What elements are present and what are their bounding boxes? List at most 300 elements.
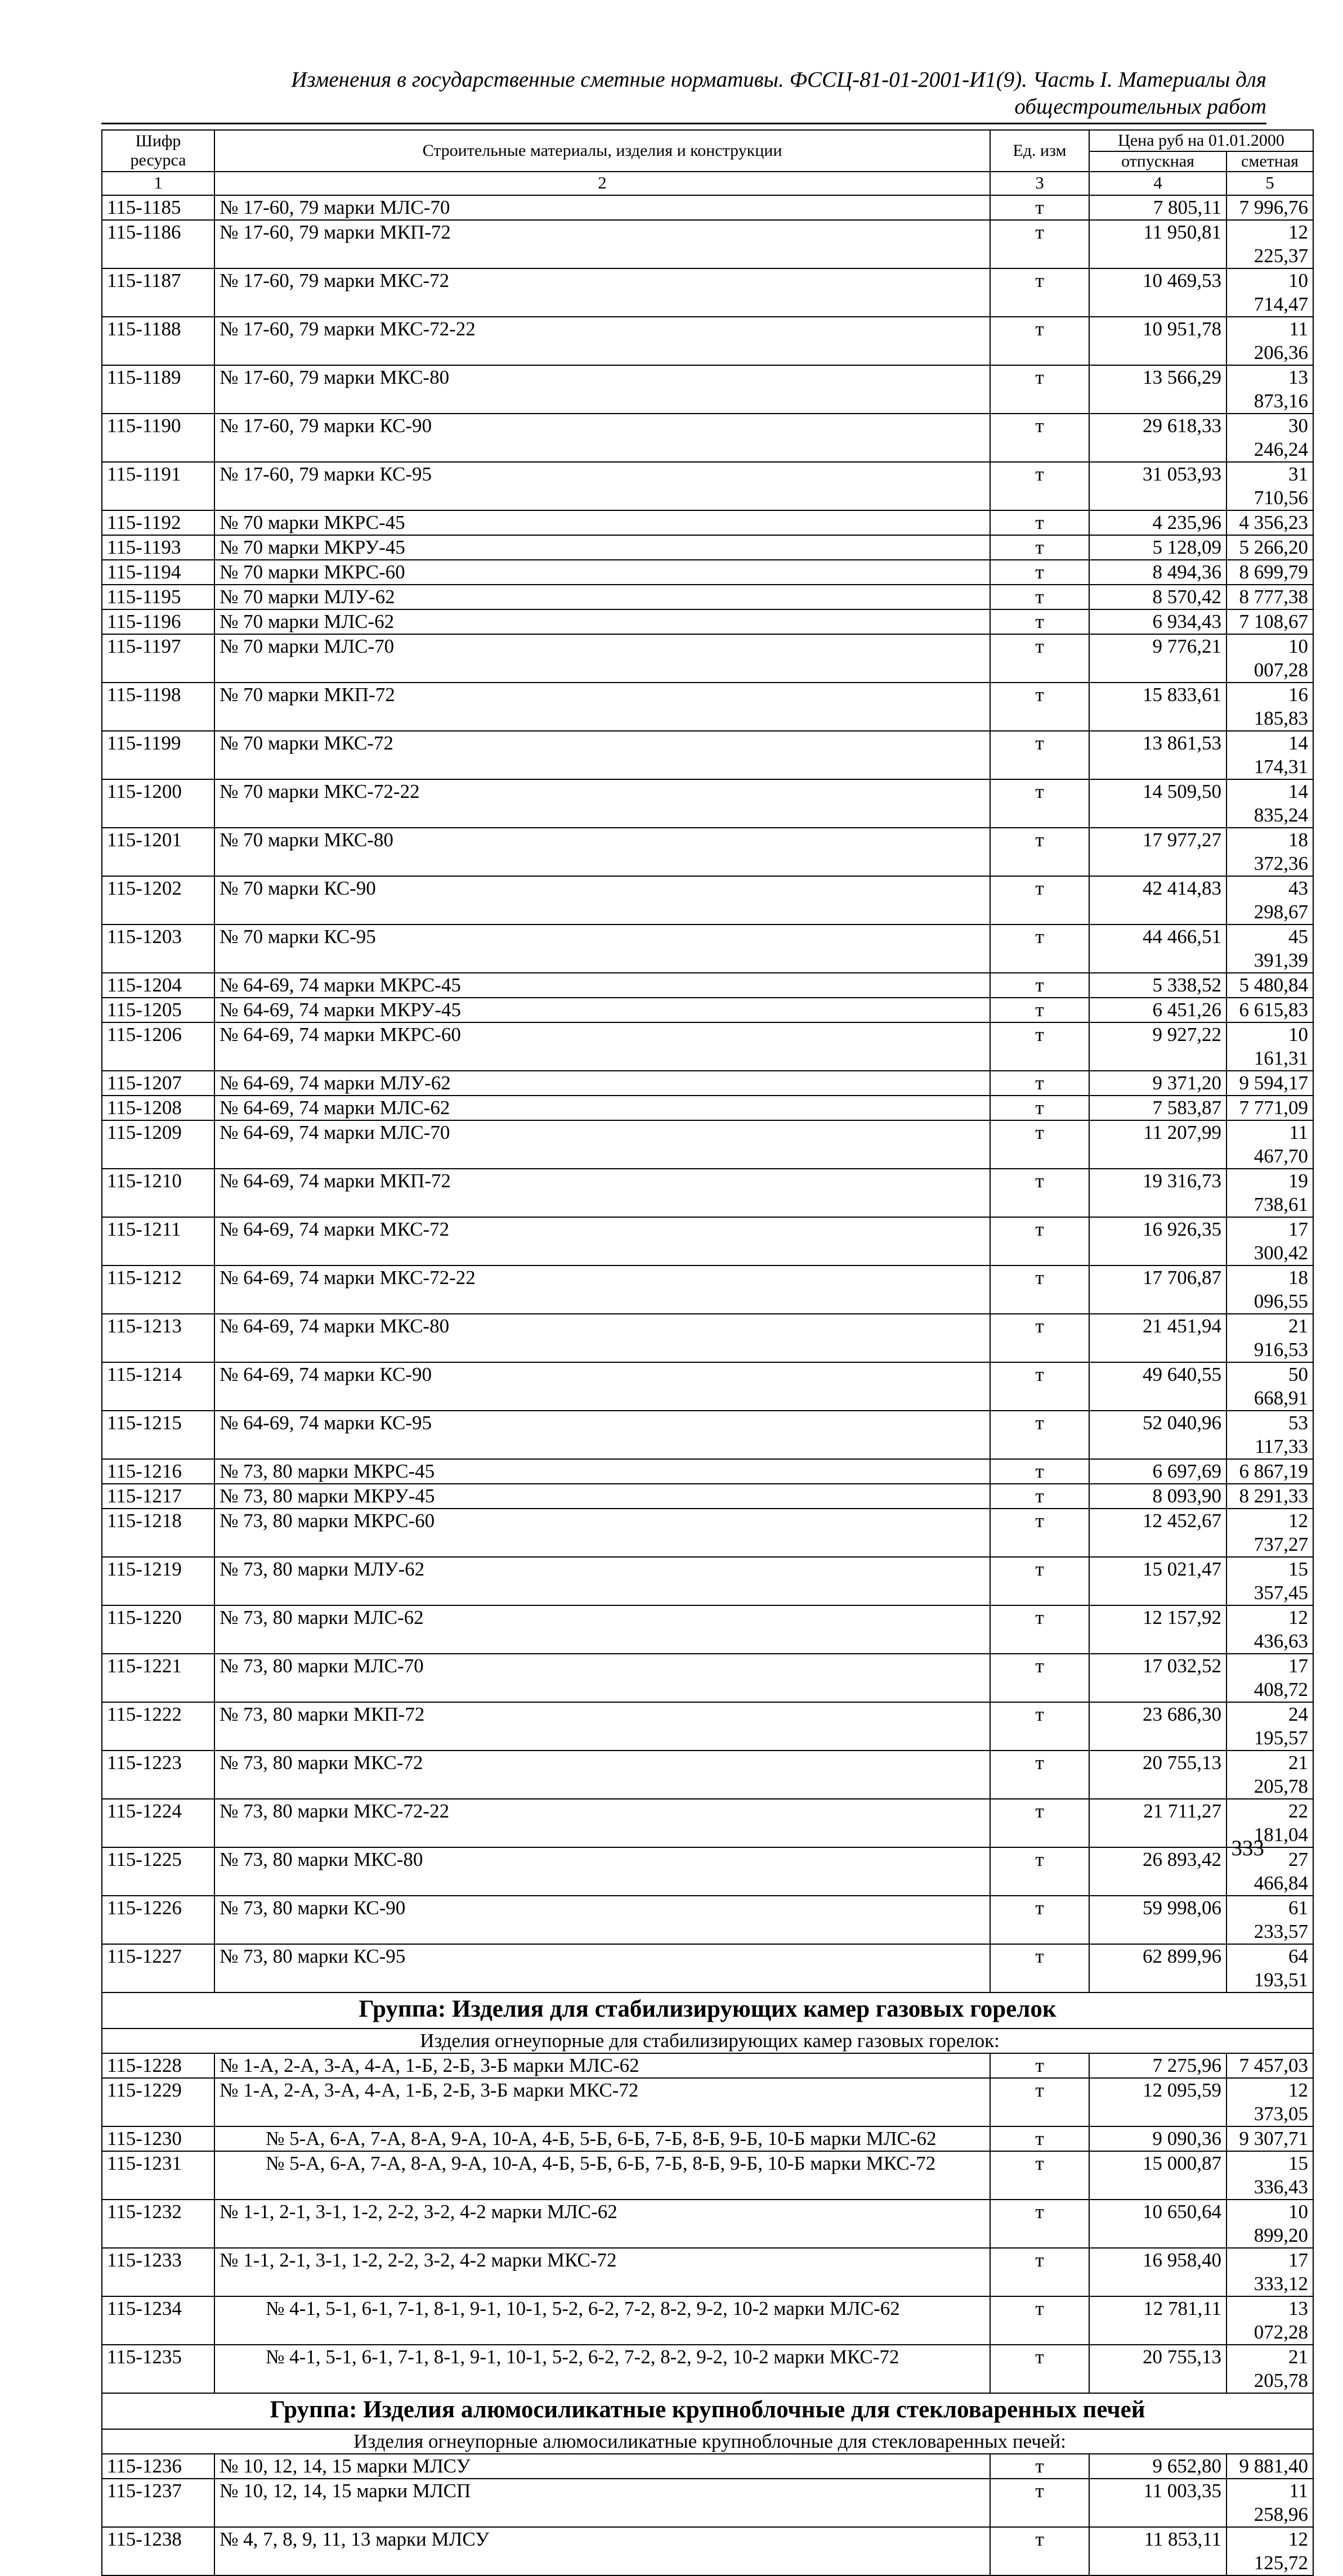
row-release-price: 11 207,99 [1089, 1120, 1226, 1169]
row-estimate-price: 15 336,43 [1226, 2151, 1313, 2200]
row-release-price: 26 893,42 [1089, 1847, 1226, 1896]
row-unit: т [990, 1096, 1089, 1120]
table-row [102, 998, 1313, 1022]
row-unit: т [990, 220, 1089, 268]
row-release-price: 8 093,90 [1089, 1484, 1226, 1509]
row-release-price: 12 452,67 [1089, 1509, 1226, 1557]
row-unit: т [990, 2345, 1089, 2393]
row-release-price: 12 781,11 [1089, 2296, 1226, 2345]
header-line-1: Изменения в государственные сметные нормативы. ФССЦ-81-01-2001-И1(9). Часть I. Материалы для [291, 68, 1266, 92]
row-name: № 70 марки МКС-72-22 [214, 779, 990, 828]
row-code: 115-1191 [102, 462, 214, 510]
table-row [102, 2296, 1313, 2345]
row-name: № 73, 80 марки МЛС-62 [214, 1605, 990, 1654]
row-estimate-price: 27 466,84 [1226, 1847, 1313, 1896]
row-unit: т [990, 2053, 1089, 2078]
table-row [102, 220, 1313, 268]
row-unit: т [990, 1751, 1089, 1799]
row-estimate-price: 8 777,38 [1226, 585, 1313, 609]
table-row [102, 925, 1313, 973]
row-code: 115-1200 [102, 779, 214, 828]
row-code: 115-1227 [102, 1944, 214, 1992]
row-code: 115-1204 [102, 973, 214, 998]
row-name: № 64-69, 74 марки МЛС-62 [214, 1096, 990, 1120]
row-name: № 73, 80 марки МКС-72-22 [214, 1799, 990, 1847]
table-row [102, 1071, 1313, 1096]
row-name: № 17-60, 79 марки МКС-72-22 [214, 317, 990, 365]
table-row [102, 510, 1313, 535]
row-estimate-price: 8 699,79 [1226, 560, 1313, 585]
row-release-price: 13 566,29 [1089, 365, 1226, 414]
row-estimate-price: 12 737,27 [1226, 1509, 1313, 1557]
row-unit: т [990, 1265, 1089, 1314]
group-2-rows [102, 2053, 1313, 2393]
page-number: 333 [1231, 1836, 1264, 1860]
row-unit: т [990, 1071, 1089, 1096]
table-row [102, 2345, 1313, 2393]
row-code: 115-1211 [102, 1217, 214, 1265]
table-row [102, 535, 1313, 560]
row-release-price: 16 926,35 [1089, 1217, 1226, 1265]
row-code: 115-1218 [102, 1509, 214, 1557]
col-header-release-price: отпускная [1089, 151, 1226, 172]
row-release-price: 7 583,87 [1089, 1096, 1226, 1120]
row-code: 115-1188 [102, 317, 214, 365]
row-estimate-price: 17 300,42 [1226, 1217, 1313, 1265]
row-estimate-price: 9 307,71 [1226, 2126, 1313, 2151]
row-unit: т [990, 1217, 1089, 1265]
col-header-code: Шифр ресурса [102, 130, 214, 172]
row-code: 115-1192 [102, 510, 214, 535]
row-release-price: 23 686,30 [1089, 1702, 1226, 1751]
row-name: № 1-А, 2-А, 3-А, 4-А, 1-Б, 2-Б, 3-Б марки МЛС-62 [214, 2053, 990, 2078]
row-estimate-price: 64 193,51 [1226, 1944, 1313, 1992]
table-row [102, 1605, 1313, 1654]
row-code: 115-1210 [102, 1169, 214, 1217]
col-number: 3 [990, 172, 1089, 195]
row-code: 115-1235 [102, 2345, 214, 2393]
row-code: 115-1197 [102, 634, 214, 683]
row-estimate-price: 19 738,61 [1226, 1169, 1313, 1217]
row-name: № 64-69, 74 марки МКП-72 [214, 1169, 990, 1217]
row-estimate-price: 7 108,67 [1226, 609, 1313, 634]
row-code: 115-1198 [102, 683, 214, 731]
row-unit: т [990, 560, 1089, 585]
col-number: 1 [102, 172, 214, 195]
row-release-price: 8 494,36 [1089, 560, 1226, 585]
row-unit: т [990, 1484, 1089, 1509]
row-code: 115-1209 [102, 1120, 214, 1169]
row-estimate-price: 4 356,23 [1226, 510, 1313, 535]
row-name: № 73, 80 марки МЛУ-62 [214, 1557, 990, 1605]
row-code: 115-1193 [102, 535, 214, 560]
row-code: 115-1186 [102, 220, 214, 268]
row-code: 115-1234 [102, 2296, 214, 2345]
table-row [102, 2479, 1313, 2527]
row-code: 115-1189 [102, 365, 214, 414]
row-unit: т [990, 1411, 1089, 1459]
row-code: 115-1217 [102, 1484, 214, 1509]
row-code: 115-1212 [102, 1265, 214, 1314]
row-code: 115-1237 [102, 2479, 214, 2527]
row-release-price: 17 032,52 [1089, 1654, 1226, 1702]
row-estimate-price: 6 615,83 [1226, 998, 1313, 1022]
row-release-price: 17 977,27 [1089, 828, 1226, 876]
row-release-price: 9 776,21 [1089, 634, 1226, 683]
materials-price-table [101, 129, 1314, 2576]
col-header-unit: Ед. изм [990, 130, 1089, 172]
row-unit: т [990, 585, 1089, 609]
row-unit: т [990, 1944, 1089, 1992]
table-row [102, 2053, 1313, 2078]
row-estimate-price: 11 467,70 [1226, 1120, 1313, 1169]
row-unit: т [990, 268, 1089, 317]
table-row [102, 1654, 1313, 1702]
table-row [102, 2078, 1313, 2126]
row-estimate-price: 10 899,20 [1226, 2200, 1313, 2248]
col-number: 2 [214, 172, 990, 195]
row-release-price: 4 235,96 [1089, 510, 1226, 535]
row-release-price: 29 618,33 [1089, 414, 1226, 462]
row-estimate-price: 10 161,31 [1226, 1022, 1313, 1071]
row-release-price: 10 469,53 [1089, 268, 1226, 317]
row-release-price: 44 466,51 [1089, 925, 1226, 973]
row-unit: т [990, 998, 1089, 1022]
table-row [102, 1314, 1313, 1362]
group-3-rows [102, 2454, 1313, 2575]
row-name: № 17-60, 79 марки МКС-72 [214, 268, 990, 317]
row-estimate-price: 17 333,12 [1226, 2248, 1313, 2296]
row-estimate-price: 53 117,33 [1226, 1411, 1313, 1459]
col-header-name: Строительные материалы, изделия и конструкции [214, 130, 990, 172]
table-row [102, 414, 1313, 462]
row-estimate-price: 50 668,91 [1226, 1362, 1313, 1411]
row-code: 115-1215 [102, 1411, 214, 1459]
row-code: 115-1230 [102, 2126, 214, 2151]
row-code: 115-1207 [102, 1071, 214, 1096]
row-name: № 70 марки МЛС-70 [214, 634, 990, 683]
row-code: 115-1224 [102, 1799, 214, 1847]
row-unit: т [990, 683, 1089, 731]
table-row [102, 2248, 1313, 2296]
row-name: № 64-69, 74 марки МЛУ-62 [214, 1071, 990, 1096]
row-code: 115-1219 [102, 1557, 214, 1605]
row-release-price: 20 755,13 [1089, 2345, 1226, 2393]
row-code: 115-1208 [102, 1096, 214, 1120]
row-estimate-price: 22 181,04 [1226, 1799, 1313, 1847]
row-estimate-price: 12 225,37 [1226, 220, 1313, 268]
row-code: 115-1238 [102, 2527, 214, 2575]
row-unit: т [990, 634, 1089, 683]
row-name: № 10, 12, 14, 15 марки МЛСП [214, 2479, 990, 2527]
row-unit: т [990, 1654, 1089, 1702]
row-unit: т [990, 2151, 1089, 2200]
row-code: 115-1223 [102, 1751, 214, 1799]
table-row [102, 585, 1313, 609]
row-unit: т [990, 365, 1089, 414]
row-name: № 70 марки МКРС-45 [214, 510, 990, 535]
row-name: № 70 марки МКС-80 [214, 828, 990, 876]
row-code: 115-1202 [102, 876, 214, 925]
row-release-price: 15 000,87 [1089, 2151, 1226, 2200]
row-estimate-price: 7 457,03 [1226, 2053, 1313, 2078]
row-name: № 1-А, 2-А, 3-А, 4-А, 1-Б, 2-Б, 3-Б марки МКС-72 [214, 2078, 990, 2126]
row-code: 115-1229 [102, 2078, 214, 2126]
row-unit: т [990, 2527, 1089, 2575]
row-release-price: 19 316,73 [1089, 1169, 1226, 1217]
row-release-price: 11 853,11 [1089, 2527, 1226, 2575]
row-name: № 64-69, 74 марки МКС-72-22 [214, 1265, 990, 1314]
row-code: 115-1213 [102, 1314, 214, 1362]
row-estimate-price: 12 125,72 [1226, 2527, 1313, 2575]
row-estimate-price: 6 867,19 [1226, 1459, 1313, 1484]
table-row [102, 1022, 1313, 1071]
row-code: 115-1226 [102, 1896, 214, 1944]
row-release-price: 6 934,43 [1089, 609, 1226, 634]
row-name: № 70 марки КС-95 [214, 925, 990, 973]
group-title: Группа: Изделия алюмосиликатные крупноблочные для стекловаренных печей [102, 2393, 1313, 2429]
table-row [102, 1120, 1313, 1169]
row-estimate-price: 61 233,57 [1226, 1896, 1313, 1944]
row-estimate-price: 9 594,17 [1226, 1071, 1313, 1096]
row-name: № 64-69, 74 марки КС-90 [214, 1362, 990, 1411]
table-row [102, 560, 1313, 585]
group-title: Группа: Изделия для стабилизирующих камер газовых горелок [102, 1992, 1313, 2029]
row-name: № 73, 80 марки КС-90 [214, 1896, 990, 1944]
table-row [102, 634, 1313, 683]
table-row [102, 462, 1313, 510]
row-code: 115-1216 [102, 1459, 214, 1484]
table-row [102, 2200, 1313, 2248]
row-release-price: 15 021,47 [1089, 1557, 1226, 1605]
row-name: № 73, 80 марки МКРС-45 [214, 1459, 990, 1484]
col-number: 4 [1089, 172, 1226, 195]
group-subtitle: Изделия огнеупорные для стабилизирующих камер газовых горелок: [102, 2029, 1313, 2053]
col-header-estimate-price: сметная [1226, 151, 1313, 172]
row-release-price: 9 927,22 [1089, 1022, 1226, 1071]
row-code: 115-1231 [102, 2151, 214, 2200]
row-unit: т [990, 2248, 1089, 2296]
row-name: № 64-69, 74 марки МЛС-70 [214, 1120, 990, 1169]
row-estimate-price: 16 185,83 [1226, 683, 1313, 731]
row-estimate-price: 24 195,57 [1226, 1702, 1313, 1751]
table-row [102, 1847, 1313, 1896]
row-unit: т [990, 1314, 1089, 1362]
row-unit: т [990, 925, 1089, 973]
row-release-price: 7 275,96 [1089, 2053, 1226, 2078]
row-unit: т [990, 2454, 1089, 2479]
table-row [102, 2527, 1313, 2575]
row-code: 115-1205 [102, 998, 214, 1022]
table-row [102, 876, 1313, 925]
row-name: № 10, 12, 14, 15 марки МЛСУ [214, 2454, 990, 2479]
row-code: 115-1190 [102, 414, 214, 462]
row-estimate-price: 14 174,31 [1226, 731, 1313, 779]
row-name: № 4-1, 5-1, 6-1, 7-1, 8-1, 9-1, 10-1, 5-2, 6-2, 7-2, 8-2, 9-2, 10-2 марки МКС-72 [214, 2345, 990, 2393]
row-estimate-price: 21 916,53 [1226, 1314, 1313, 1362]
table-row [102, 609, 1313, 634]
row-estimate-price: 43 298,67 [1226, 876, 1313, 925]
row-name: № 73, 80 марки МЛС-70 [214, 1654, 990, 1702]
row-release-price: 15 833,61 [1089, 683, 1226, 731]
row-estimate-price: 15 357,45 [1226, 1557, 1313, 1605]
table-row [102, 683, 1313, 731]
row-estimate-price: 10 714,47 [1226, 268, 1313, 317]
table-row [102, 1944, 1313, 1992]
row-estimate-price: 11 258,96 [1226, 2479, 1313, 2527]
row-release-price: 62 899,96 [1089, 1944, 1226, 1992]
row-release-price: 42 414,83 [1089, 876, 1226, 925]
row-release-price: 6 697,69 [1089, 1459, 1226, 1484]
row-unit: т [990, 1022, 1089, 1071]
row-unit: т [990, 1362, 1089, 1411]
row-release-price: 13 861,53 [1089, 731, 1226, 779]
row-estimate-price: 30 246,24 [1226, 414, 1313, 462]
row-unit: т [990, 414, 1089, 462]
row-name: № 5-А, 6-А, 7-А, 8-А, 9-А, 10-А, 4-Б, 5-Б, 6-Б, 7-Б, 8-Б, 9-Б, 10-Б марки МЛС-62 [214, 2126, 990, 2151]
row-release-price: 16 958,40 [1089, 2248, 1226, 2296]
row-release-price: 12 157,92 [1089, 1605, 1226, 1654]
row-code: 115-1222 [102, 1702, 214, 1751]
table-row [102, 1411, 1313, 1459]
table-row [102, 1096, 1313, 1120]
row-unit: т [990, 317, 1089, 365]
row-release-price: 8 570,42 [1089, 585, 1226, 609]
row-name: № 70 марки МКС-72 [214, 731, 990, 779]
row-code: 115-1203 [102, 925, 214, 973]
row-estimate-price: 21 205,78 [1226, 2345, 1313, 2393]
row-code: 115-1220 [102, 1605, 214, 1654]
row-name: № 70 марки МКП-72 [214, 683, 990, 731]
header-divider [101, 123, 1266, 124]
row-estimate-price: 17 408,72 [1226, 1654, 1313, 1702]
row-code: 115-1233 [102, 2248, 214, 2296]
table-row [102, 2151, 1313, 2200]
row-name: № 5-А, 6-А, 7-А, 8-А, 9-А, 10-А, 4-Б, 5-Б, 6-Б, 7-Б, 8-Б, 9-Б, 10-Б марки МКС-72 [214, 2151, 990, 2200]
group-3-header [102, 2393, 1313, 2454]
row-release-price: 9 652,80 [1089, 2454, 1226, 2479]
row-release-price: 49 640,55 [1089, 1362, 1226, 1411]
col-number: 5 [1226, 172, 1313, 195]
row-estimate-price: 5 480,84 [1226, 973, 1313, 998]
row-name: № 4, 7, 8, 9, 11, 13 марки МЛСУ [214, 2527, 990, 2575]
table-row [102, 1896, 1313, 1944]
row-unit: т [990, 1605, 1089, 1654]
row-code: 115-1206 [102, 1022, 214, 1071]
row-estimate-price: 13 072,28 [1226, 2296, 1313, 2345]
row-release-price: 59 998,06 [1089, 1896, 1226, 1944]
row-unit: т [990, 876, 1089, 925]
row-name: № 17-60, 79 марки КС-90 [214, 414, 990, 462]
row-estimate-price: 14 835,24 [1226, 779, 1313, 828]
row-estimate-price: 31 710,56 [1226, 462, 1313, 510]
table-row [102, 1484, 1313, 1509]
row-release-price: 12 095,59 [1089, 2078, 1226, 2126]
row-name: № 4-1, 5-1, 6-1, 7-1, 8-1, 9-1, 10-1, 5-2, 6-2, 7-2, 8-2, 9-2, 10-2 марки МЛС-62 [214, 2296, 990, 2345]
row-release-price: 10 650,64 [1089, 2200, 1226, 2248]
row-code: 115-1221 [102, 1654, 214, 1702]
row-release-price: 17 706,87 [1089, 1265, 1226, 1314]
row-name: № 64-69, 74 марки МКС-72 [214, 1217, 990, 1265]
table-row [102, 1557, 1313, 1605]
row-unit: т [990, 510, 1089, 535]
row-unit: т [990, 195, 1089, 220]
page-header [101, 66, 1266, 120]
row-name: № 64-69, 74 марки КС-95 [214, 1411, 990, 1459]
table-row [102, 1509, 1313, 1557]
row-estimate-price: 11 206,36 [1226, 317, 1313, 365]
row-unit: т [990, 1896, 1089, 1944]
section-1-rows [102, 195, 1313, 1992]
row-release-price: 9 371,20 [1089, 1071, 1226, 1096]
col-header-price: Цена руб на 01.01.2000 [1089, 130, 1313, 151]
row-code: 115-1228 [102, 2053, 214, 2078]
row-estimate-price: 9 881,40 [1226, 2454, 1313, 2479]
row-unit: т [990, 973, 1089, 998]
row-estimate-price: 7 771,09 [1226, 1096, 1313, 1120]
table-row [102, 317, 1313, 365]
group-2-header [102, 1992, 1313, 2053]
row-name: № 70 марки МЛС-62 [214, 609, 990, 634]
row-unit: т [990, 535, 1089, 560]
row-release-price: 9 090,36 [1089, 2126, 1226, 2151]
row-code: 115-1232 [102, 2200, 214, 2248]
row-release-price: 11 950,81 [1089, 220, 1226, 268]
row-estimate-price: 45 391,39 [1226, 925, 1313, 973]
group-subtitle: Изделия огнеупорные алюмосиликатные крупноблочные для стекловаренных печей: [102, 2429, 1313, 2454]
row-unit: т [990, 1459, 1089, 1484]
row-name: № 73, 80 марки МКРС-60 [214, 1509, 990, 1557]
row-estimate-price: 10 007,28 [1226, 634, 1313, 683]
table-row [102, 268, 1313, 317]
row-name: № 17-60, 79 марки МКП-72 [214, 220, 990, 268]
row-release-price: 14 509,50 [1089, 779, 1226, 828]
row-name: № 70 марки МКРС-60 [214, 560, 990, 585]
row-release-price: 52 040,96 [1089, 1411, 1226, 1459]
row-code: 115-1199 [102, 731, 214, 779]
row-estimate-price: 21 205,78 [1226, 1751, 1313, 1799]
row-estimate-price: 8 291,33 [1226, 1484, 1313, 1509]
row-unit: т [990, 731, 1089, 779]
row-release-price: 11 003,35 [1089, 2479, 1226, 2527]
row-code: 115-1185 [102, 195, 214, 220]
row-release-price: 31 053,93 [1089, 462, 1226, 510]
table-row [102, 1459, 1313, 1484]
row-release-price: 21 711,27 [1089, 1799, 1226, 1847]
row-unit: т [990, 1169, 1089, 1217]
row-unit: т [990, 828, 1089, 876]
table-row [102, 365, 1313, 414]
table-row [102, 195, 1313, 220]
row-code: 115-1236 [102, 2454, 214, 2479]
row-unit: т [990, 1799, 1089, 1847]
row-code: 115-1225 [102, 1847, 214, 1896]
row-code: 115-1214 [102, 1362, 214, 1411]
table-row [102, 828, 1313, 876]
row-unit: т [990, 462, 1089, 510]
table-row [102, 779, 1313, 828]
row-name: № 1-1, 2-1, 3-1, 1-2, 2-2, 3-2, 4-2 марки МЛС-62 [214, 2200, 990, 2248]
table-row [102, 973, 1313, 998]
row-name: № 17-60, 79 марки КС-95 [214, 462, 990, 510]
row-name: № 64-69, 74 марки МКРУ-45 [214, 998, 990, 1022]
row-code: 115-1196 [102, 609, 214, 634]
table-row [102, 1799, 1313, 1847]
table-row [102, 1702, 1313, 1751]
row-name: № 70 марки КС-90 [214, 876, 990, 925]
row-release-price: 10 951,78 [1089, 317, 1226, 365]
table-row [102, 2454, 1313, 2479]
